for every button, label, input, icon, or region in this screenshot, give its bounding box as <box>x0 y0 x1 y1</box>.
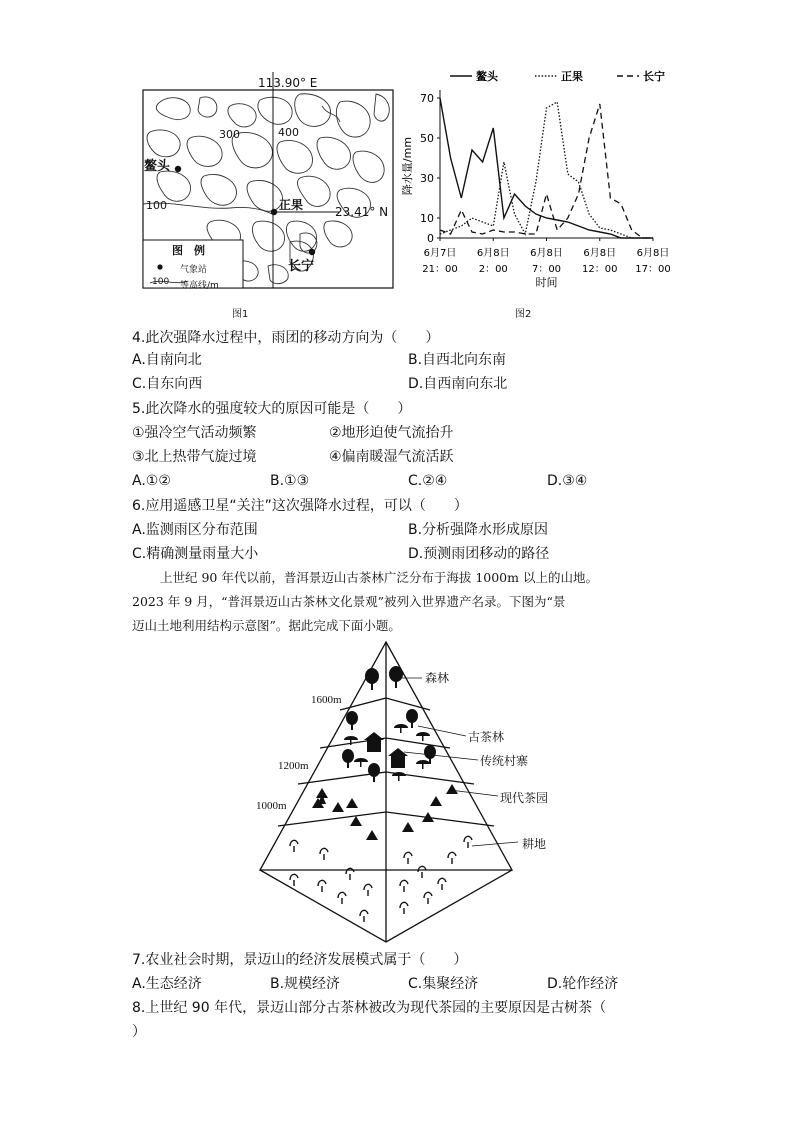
map-station-changning: 长宁 <box>288 259 315 274</box>
q7-option-a: A.生态经济 <box>132 976 202 992</box>
chart-y-label: 降水量/mm <box>401 136 414 196</box>
map-station-aotou: 鳌头 <box>144 159 171 174</box>
chart-y-tick-label: 50 <box>420 132 434 145</box>
figure-1-caption: 图1 <box>232 309 249 320</box>
intro-line-2: 2023 年 9 月，“普洱景迈山古茶林文化景观”被列入世界遗产名录。下图为“景 <box>132 594 566 609</box>
label-ancient-tea-forest: 古茶林 <box>468 730 505 744</box>
q4-option-a: A.自南向北 <box>132 352 202 368</box>
chart-x-tick-label-time: 17：00 <box>635 264 671 275</box>
chart-x-tick-label-time: 2：00 <box>478 264 508 275</box>
elevation-1200: 1200m <box>278 760 309 772</box>
map-legend-station: 气象站 <box>180 265 208 275</box>
intro-line-3: 迈山土地利用结构示意图”。据此完成下面小题。 <box>132 618 401 633</box>
map-contour-400: 400 <box>278 126 299 139</box>
map-contour-300: 300 <box>219 128 240 141</box>
q5-item-1: ①强冷空气活动频繁 <box>132 425 257 441</box>
map-latitude-label: 23.41° N <box>335 205 389 219</box>
map-contour-100: 100 <box>146 199 167 212</box>
chart-x-tick-label: 6月7日 <box>423 248 457 259</box>
forest-icons <box>365 666 403 690</box>
map-legend-contour: 等高线/m <box>180 281 219 291</box>
legend-station-icon <box>157 264 162 269</box>
q4-stem: 4.此次强降水过程中，雨团的移动方向为（ ） <box>132 330 440 346</box>
q7-option-b: B.规模经济 <box>270 976 341 992</box>
intro-line-1: 上世纪 90 年代以前，普洱景迈山古茶林广泛分布于海拔 1000m 以上的山地。 <box>160 570 598 585</box>
q5-item-3: ③北上热带气旋过境 <box>132 449 257 465</box>
q6-option-d: D.预测雨团移动的路径 <box>408 546 550 562</box>
q7-option-d: D.轮作经济 <box>547 976 619 992</box>
station-aotou-marker <box>175 166 181 172</box>
chart-x-tick-label: 6月8日 <box>476 248 510 259</box>
chart-x-tick-label: 6月8日 <box>583 248 617 259</box>
precipitation-chart <box>395 64 671 300</box>
q5-option-b: B.①③ <box>270 473 310 489</box>
q8-stem-line-2: ） <box>132 1024 146 1040</box>
q6-stem: 6.应用遥感卫星“关注”这次强降水过程，可以（ ） <box>132 498 468 514</box>
q6-option-c: C.精确测量雨量大小 <box>132 546 259 562</box>
map-legend-title: 图 例 <box>172 244 205 257</box>
q5-option-d: D.③④ <box>547 473 588 489</box>
q5-option-c: C.②④ <box>408 473 448 489</box>
elevation-1000: 1000m <box>256 800 287 812</box>
q6-option-b: B.分析强降水形成原因 <box>408 522 549 538</box>
chart-legend-label-3: 长宁 <box>643 70 665 83</box>
q5-stem: 5.此次降水的强度较大的原因可能是（ ） <box>132 401 412 417</box>
chart-y-tick-label: 30 <box>420 172 434 185</box>
topographic-map <box>140 72 400 304</box>
chart-x-label: 时间 <box>535 276 558 289</box>
map-legend-contour-value: 100 <box>152 277 170 287</box>
q6-option-a: A.监测雨区分布范围 <box>132 522 258 538</box>
q7-option-c: C.集聚经济 <box>408 976 479 992</box>
chart-x-tick-label-time: 7：00 <box>531 264 562 275</box>
q4-option-d: D.自西南向东北 <box>408 376 508 392</box>
map-longitude-label: 113.90° E <box>258 76 318 90</box>
chart-y-tick-label: 0 <box>427 232 434 245</box>
chart-x-tick-label: 6月8日 <box>530 248 563 259</box>
station-zhengguo-marker <box>271 209 277 215</box>
label-farmland: 耕地 <box>522 837 547 851</box>
q4-option-b: B.自西北向东南 <box>408 352 507 368</box>
q8-stem-line-1: 8.上世纪 90 年代，景迈山部分古茶林被改为现代茶园的主要原因是古树茶（ <box>132 1000 607 1016</box>
chart-x-tick-label: 6月8日 <box>636 248 670 259</box>
q5-option-a: A.①② <box>132 473 171 489</box>
chart-x-tick-label-time: 21：00 <box>422 264 458 275</box>
q7-stem: 7.农业社会时期，景迈山的经济发展模式属于（ ） <box>132 952 468 968</box>
chart-x-tick-label-time: 12：00 <box>582 264 618 275</box>
chart-legend-label-2: 正果 <box>561 70 583 83</box>
chart-y-tick-label: 70 <box>420 92 434 105</box>
map-station-zhengguo: 正果 <box>279 198 304 212</box>
label-modern-tea-garden: 现代茶园 <box>500 791 549 805</box>
q5-item-2: ②地形迫使气流抬升 <box>329 425 454 441</box>
elevation-1600: 1600m <box>311 694 342 706</box>
q4-option-c: C.自东向西 <box>132 376 203 392</box>
ancient-tea-icons <box>342 709 436 782</box>
label-forest: 森林 <box>425 671 450 685</box>
label-traditional-village: 传统村寨 <box>480 754 529 768</box>
figure-2-caption: 图2 <box>515 309 532 320</box>
q5-item-4: ④偏南暖湿气流活跃 <box>329 449 454 465</box>
chart-y-tick-label: 10 <box>420 212 434 225</box>
chart-legend-label-1: 鳌头 <box>476 70 498 83</box>
chart-series-1 <box>440 98 653 238</box>
